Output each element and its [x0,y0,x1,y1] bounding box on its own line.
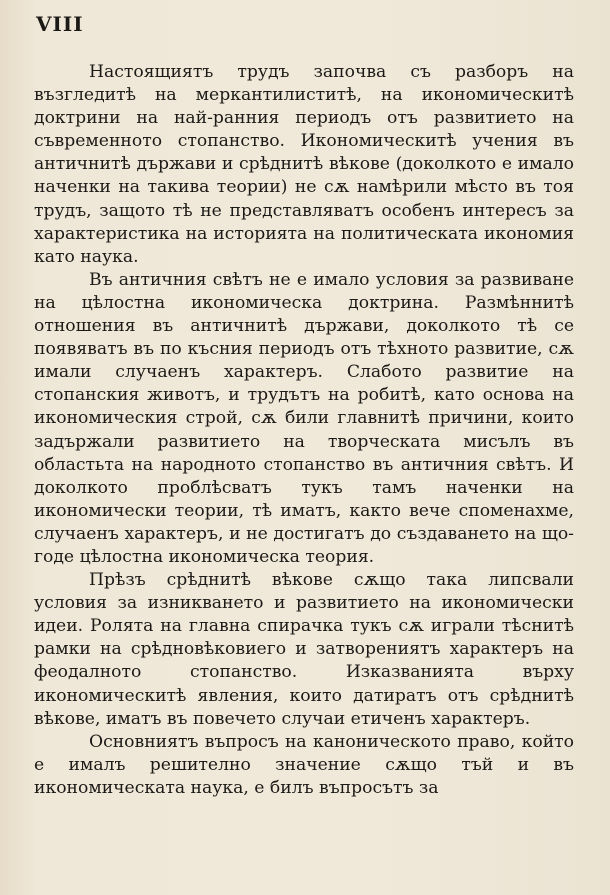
paragraph-3: Прѣзъ срѣднитѣ вѣкове сѫщо така липсвали условия за изникването и развитието на икономически идеи. Ролята на главна спирачка тукъ сѫ играли тѣснитѣ рамки на срѣдновѣковиего и затворениятъ характеръ на феодалното стопанство. Изказванията върху икономическитѣ явления, които датиратъ отъ срѣднитѣ вѣкове, иматъ въ повечето случаи етиченъ характеръ. [34,570,574,729]
paragraph-4: Основниятъ въпросъ на каноническото право, който е ималъ решително значение сѫщо тъй и въ икономическата наука, е билъ въпросътъ за [34,731,574,798]
paragraph-1: Настоящиятъ трудъ започва съ разборъ на възгледитѣ на меркантилиститѣ, на икономическитѣ доктрини на най-ранния периодъ отъ развитието на съвременното стопанство. Икономическитѣ учения въ античнитѣ държави и срѣднитѣ вѣкове (доколкото е имало наченки на такива теории) не сѫ намѣрили мѣсто въ тоя трудъ, защото тѣ не представляватъ особенъ интересъ за характеристика на историята на политическата икономия като наука. [34,62,574,267]
body-text [34,61,574,800]
paragraph-2: Въ античния свѣтъ не е имало условия за развиване на цѣлостна икономическа доктрина. Размѣннитѣ отношения въ античнитѣ държави, доколкото тѣ се появяватъ въ по късния периодъ отъ тѣхното развитие, сѫ имали случаенъ характеръ. Слабото развитие на стопанския животъ, и трудътъ на робитѣ, като основа на икономическия строй, сѫ били главнитѣ причини, които задържали развитието на творческата мисълъ въ областьта на народното стопанство въ античния свѣтъ. И доколкото проблѣсватъ тукъ тамъ наченки на икономически теории, тѣ иматъ, както вече споменахме, случаенъ характеръ, и не достигатъ до създаването на що-годе цѣлостна икономическа теория. [34,269,574,567]
page-number: VIII [36,12,84,36]
